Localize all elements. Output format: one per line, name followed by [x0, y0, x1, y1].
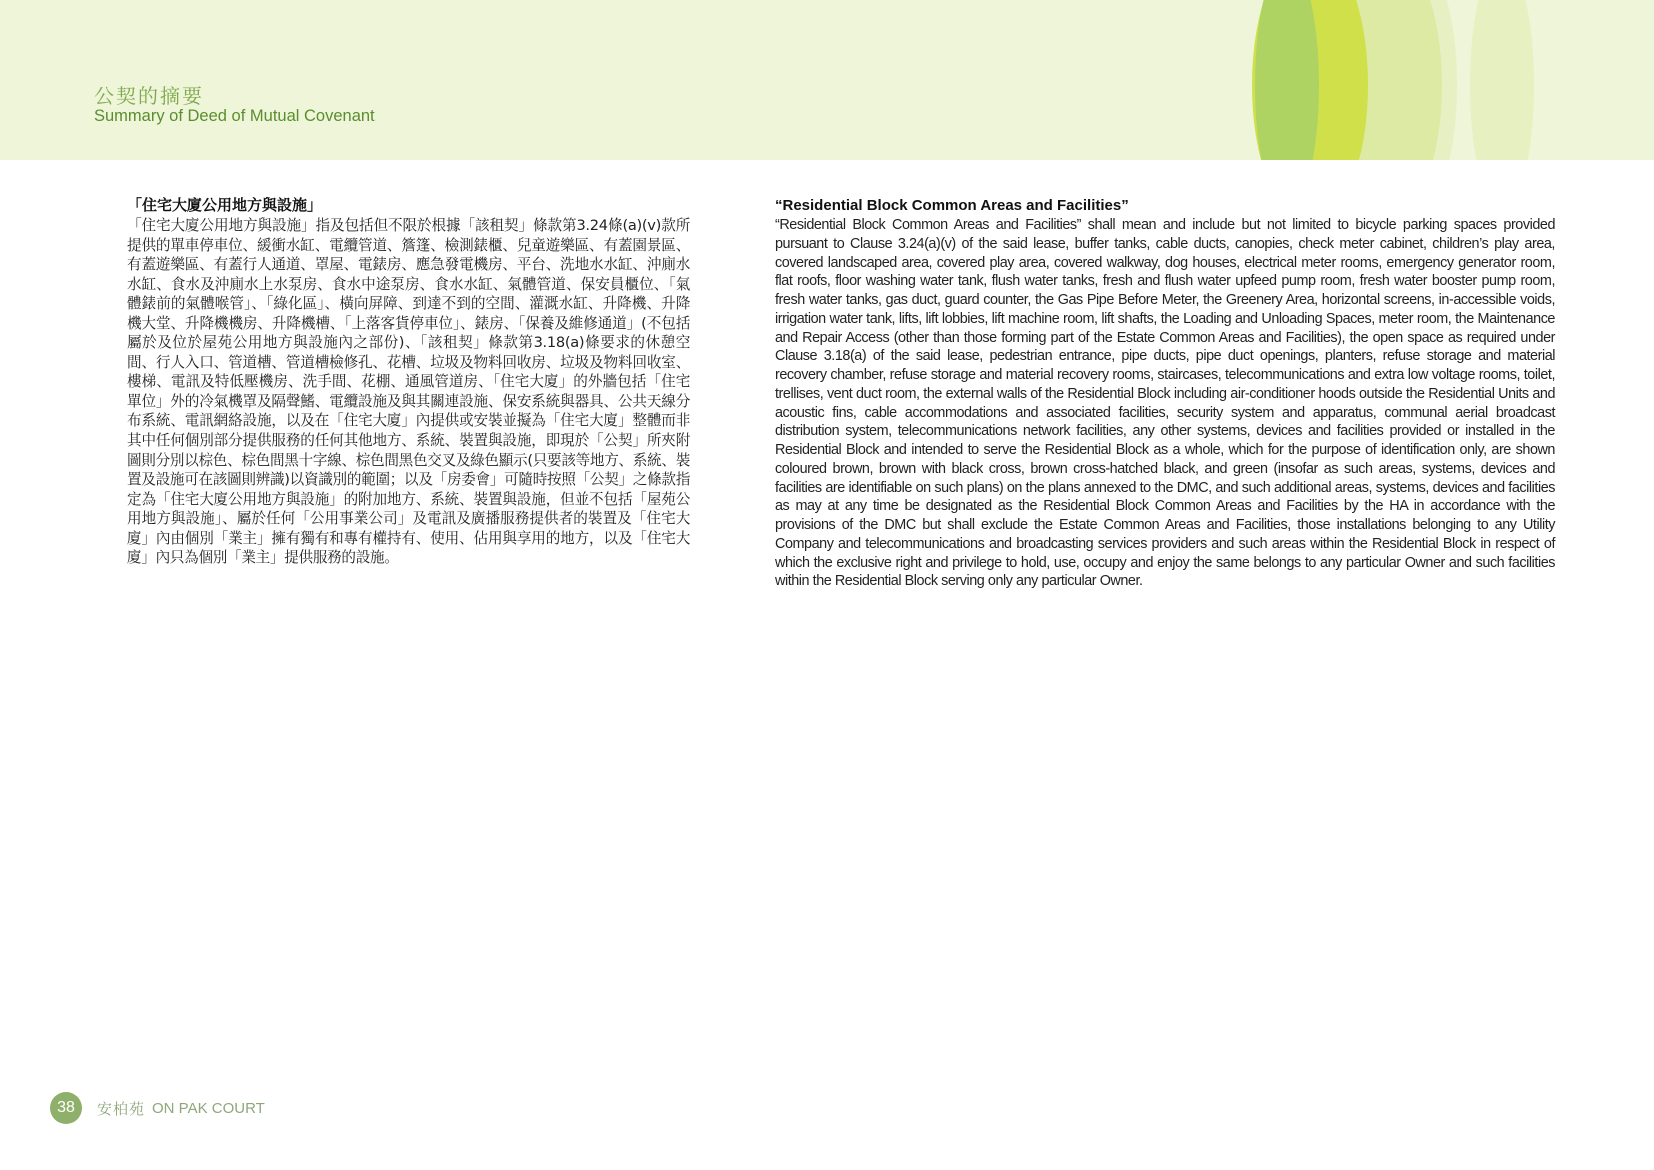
estate-name-en: ON PAK COURT — [152, 1099, 265, 1117]
definition-body-en: “Residential Block Common Areas and Facilities” shall mean and include but not limited to bicycle parking spaces provided pursuant to Clause 3.24(a)(v) of the said lease, buffer tanks, cable ducts, canopies, check meter cabinet, children’s play area, covered landscaped area, covered play area, covered walkway, dog houses, electrical meter rooms, emergency generator room, flat roofs, floor washing water tank, flush water tanks, fresh and flush water upfeed pump room, fresh water booster pump room, fresh water tanks, gas duct, guard counter, the Gas Pipe Before Meter, the Greenery Area, horizontal screens, in-accessible voids, irrigation water tank, lifts, lift lobbies, lift machine room, lift shafts, the Loading and Unloading Spaces, meter room, the Maintenance and Repair Access (other than those forming part of the Estate Common Areas and Facilities), the open space as required under Clause 3.18(a) of the said lease, pedestrian entrance, pipe ducts, pipe duct openings, planters, refuse storage and material recovery chamber, refuse storage and material recovery rooms, staircases, telecommunications and extra low voltage rooms, toilet, trellises, vent duct room, the external walls of the Residential Block including air-conditioner hoods outside the Residential Units and acoustic fins, cable accommodations and associated facilities, security system and apparatus, communal aerial broadcast distribution system, telecommunications network facilities, any other systems, devices and facilities provided or installed in the Residential Block and intended to serve the Residential Block as a whole, which for the purpose of identification only, are shown coloured brown, brown with black cross, brown cross-hatched black, and green (insofar as such areas, systems, devices and facilities are identifiable on such plans) on the plans annexed to the DMC, and such additional areas, systems, devices and facilities as may at any time be designated as the Residential Block Common Areas and Facilities by the HA in accordance with the provisions of the DMC but shall exclude the Estate Common Areas and Facilities, those installations belonging to any Utility Company and telecommunications and broadcasting services providers and such areas within the Residential Block in respect of which the exclusive right and privilege to hold, use, occupy and enjoy the same belongs to any particular Owner and such facilities within the Residential Block serving only any particular Owner. — [775, 217, 1555, 590]
english-definition-column — [775, 196, 1555, 591]
page-title-zh: 公契的摘要 — [94, 84, 204, 108]
chinese-definition-column — [127, 195, 690, 568]
leaf-shape-2 — [1470, 0, 1534, 160]
page-number-badge: 38 — [50, 1092, 82, 1124]
definition-body-zh: 「住宅大廈公用地方與設施」指及包括但不限於根據「該租契」條款第3.24條(a)(v)款所提供的單車停車位、緩衝水缸、電纜管道、簷篷、檢測錶櫃、兒童遊樂區、有蓋園景區、有蓋遊樂區、有蓋行人通道、罩屋、電錶房、應急發電機房、平台、洗地水水缸、沖廁水水缸、食水及沖廁水上水泵房、食水中途泵房、食水水缸、氣體管道、保安員櫃位、「氣體錶前的氣體喉管」、「綠化區」、橫向屏障、到達不到的空間、灌溉水缸、升降機、升降機大堂、升降機機房、升降機槽、「上落客貨停車位」、錶房、「保養及維修通道」(不包括屬於及位於屋苑公用地方與設施內之部份)、「該租契」條款第3.18(a)條要求的休憩空間、行人入口、管道槽、管道槽檢修孔、花槽、垃圾及物料回收房、垃圾及物料回收室、樓梯、電訊及特低壓機房、洗手間、花棚、通風管道房、「住宅大廈」的外牆包括「住宅單位」外的冷氣機罩及隔聲鰭、電纜設施及與其關連設施、保安系統與器具、公共天線分布系統、電訊網絡設施，以及在「住宅大廈」內提供或安裝並擬為「住宅大廈」整體而非其中任何個別部分提供服務的任何其他地方、系統、裝置與設施，即現於「公契」所夾附圖則分別以棕色、棕色間黑十字線、棕色間黑色交叉及綠色顯示(只要該等地方、系統、裝置及設施可在該圖則辨識)以資識別的範圍；以及「房委會」可隨時按照「公契」之條款指定為「住宅大廈公用地方與設施」的附加地方、系統、裝置與設施，但並不包括「屋苑公用地方與設施」、屬於任何「公用事業公司」及電訊及廣播服務提供者的裝置及「住宅大廈」內由個別「業主」擁有獨有和專有權持有、使用、佔用與享用的地方，以及「住宅大廈」內只為個別「業主」提供服務的設施。 — [127, 217, 690, 567]
page-footer — [50, 1092, 265, 1124]
definition-heading-zh: 「住宅大廈公用地方與設施」 — [127, 196, 323, 214]
definition-heading-en: “Residential Block Common Areas and Facilities” — [775, 197, 1129, 214]
leaf-decoration — [0, 0, 1654, 160]
page-title-en: Summary of Deed of Mutual Covenant — [94, 107, 375, 125]
leaf-shape-5 — [1255, 0, 1319, 160]
header-band — [0, 0, 1654, 160]
estate-name-zh: 安柏苑 — [97, 1099, 146, 1118]
